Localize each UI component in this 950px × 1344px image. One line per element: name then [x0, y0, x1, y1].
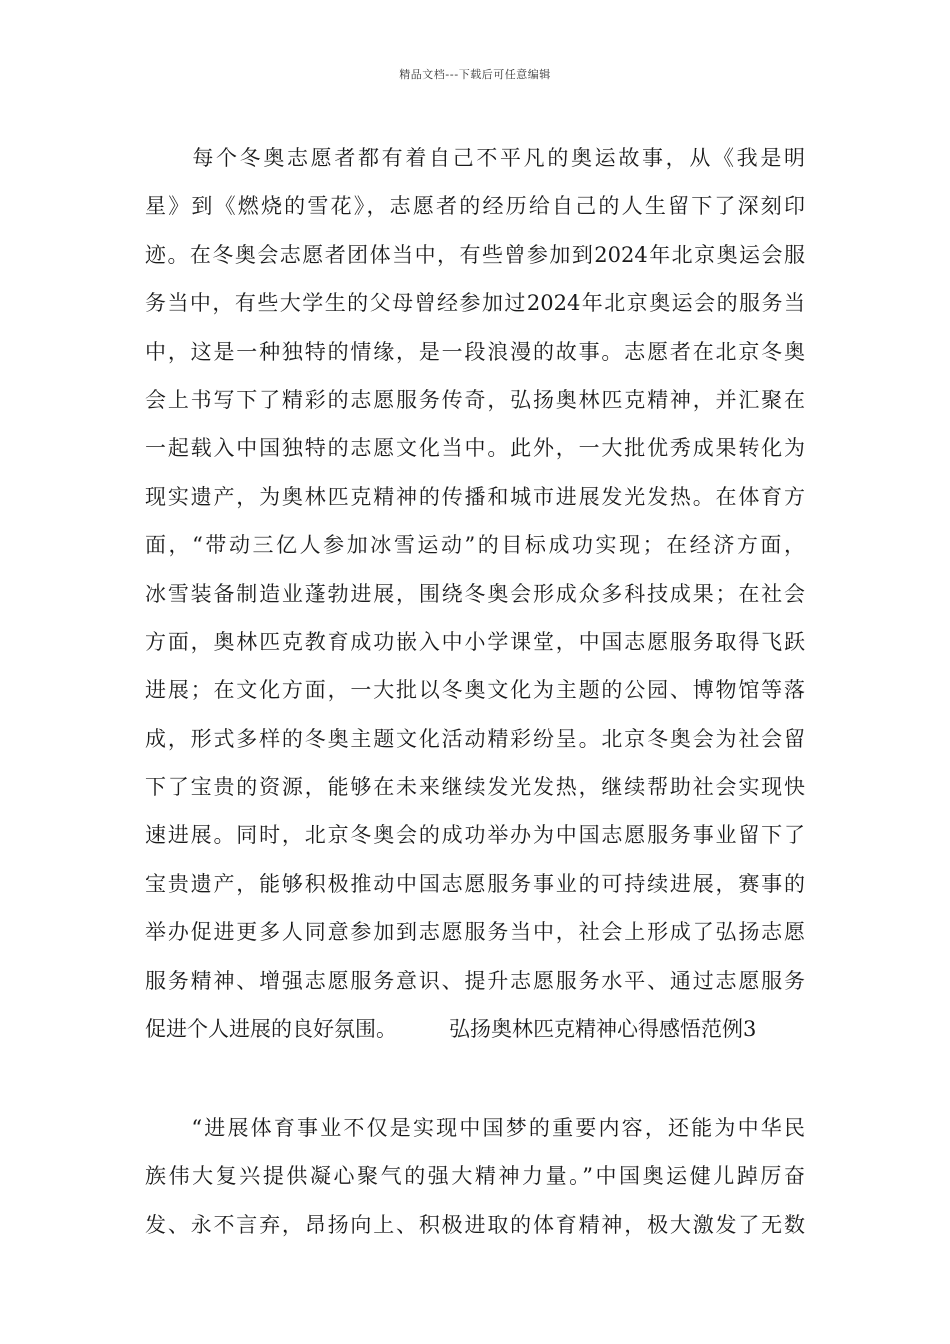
- text-line: 下了宝贵的资源，能够在未来继续发光发热，继续帮助社会实现快: [145, 775, 805, 800]
- section-heading: 弘扬奥林匹克精神心得感悟范例3: [449, 1017, 757, 1042]
- text-line: “进展体育事业不仅是实现中国梦的重要内容，还能为中华民: [145, 1116, 805, 1140]
- text-line: 方面，奥林匹克教育成功嵌入中小学课堂，中国志愿服务取得飞跃: [145, 629, 805, 654]
- page-header: 精品文档---下载后可任意编辑: [399, 68, 551, 81]
- text-line: 一起载入中国独特的志愿文化当中。此外，一大批优秀成果转化为: [145, 436, 805, 461]
- text-line: 成，形式多样的冬奥主题文化活动精彩纷呈。北京冬奥会为社会留: [145, 726, 805, 751]
- text-line: 速进展。同时，北京冬奥会的成功举办为中国志愿服务事业留下了: [145, 823, 805, 848]
- paragraph-closing-text: 促进个人进展的良好氛围。: [145, 1017, 397, 1042]
- text-line: 宝贵遗产，能够积极推动中国志愿服务事业的可持续进展，赛事的: [145, 871, 805, 896]
- text-line-last: [145, 1005, 805, 1053]
- text-line: 每个冬奥志愿者都有着自己不平凡的奥运故事，从《我是明: [145, 146, 805, 170]
- text-line: 进展；在文化方面，一大批以冬奥文化为主题的公园、博物馆等落: [145, 678, 805, 703]
- text-line: 星》到《燃烧的雪花》，志愿者的经历给自己的人生留下了深刻印: [145, 194, 805, 219]
- text-line: 迹。在冬奥会志愿者团体当中，有些曾参加到2024年北京奥运会服: [145, 242, 805, 267]
- text-line: 会上书写下了精彩的志愿服务传奇，弘扬奥林匹克精神，并汇聚在: [145, 387, 805, 412]
- text-line: 发、永不言弃，昂扬向上、积极进取的体育精神，极大激发了无数: [145, 1212, 805, 1237]
- text-line: 中，这是一种独特的情缘，是一段浪漫的故事。志愿者在北京冬奥: [145, 339, 805, 364]
- text-line: 面，“带动三亿人参加冰雪运动”的目标成功实现；在经济方面，: [145, 533, 805, 558]
- text-line: 举办促进更多人同意参加到志愿服务当中，社会上形成了弘扬志愿: [145, 920, 805, 945]
- paragraph-sports-spirit: [145, 1104, 805, 1249]
- text-line: 服务精神、增强志愿服务意识、提升志愿服务水平、通过志愿服务: [145, 968, 805, 993]
- paragraph-volunteer-stories: [145, 134, 805, 1053]
- text-line: 族伟大复兴提供凝心聚气的强大精神力量。”中国奥运健儿踔厉奋: [145, 1164, 805, 1189]
- text-line: 现实遗产，为奥林匹克精神的传播和城市进展发光发热。在体育方: [145, 484, 805, 509]
- text-line: 务当中，有些大学生的父母曾经参加过2024年北京奥运会的服务当: [145, 291, 805, 316]
- text-line: 冰雪装备制造业蓬勃进展，围绕冬奥会形成众多科技成果；在社会: [145, 581, 805, 606]
